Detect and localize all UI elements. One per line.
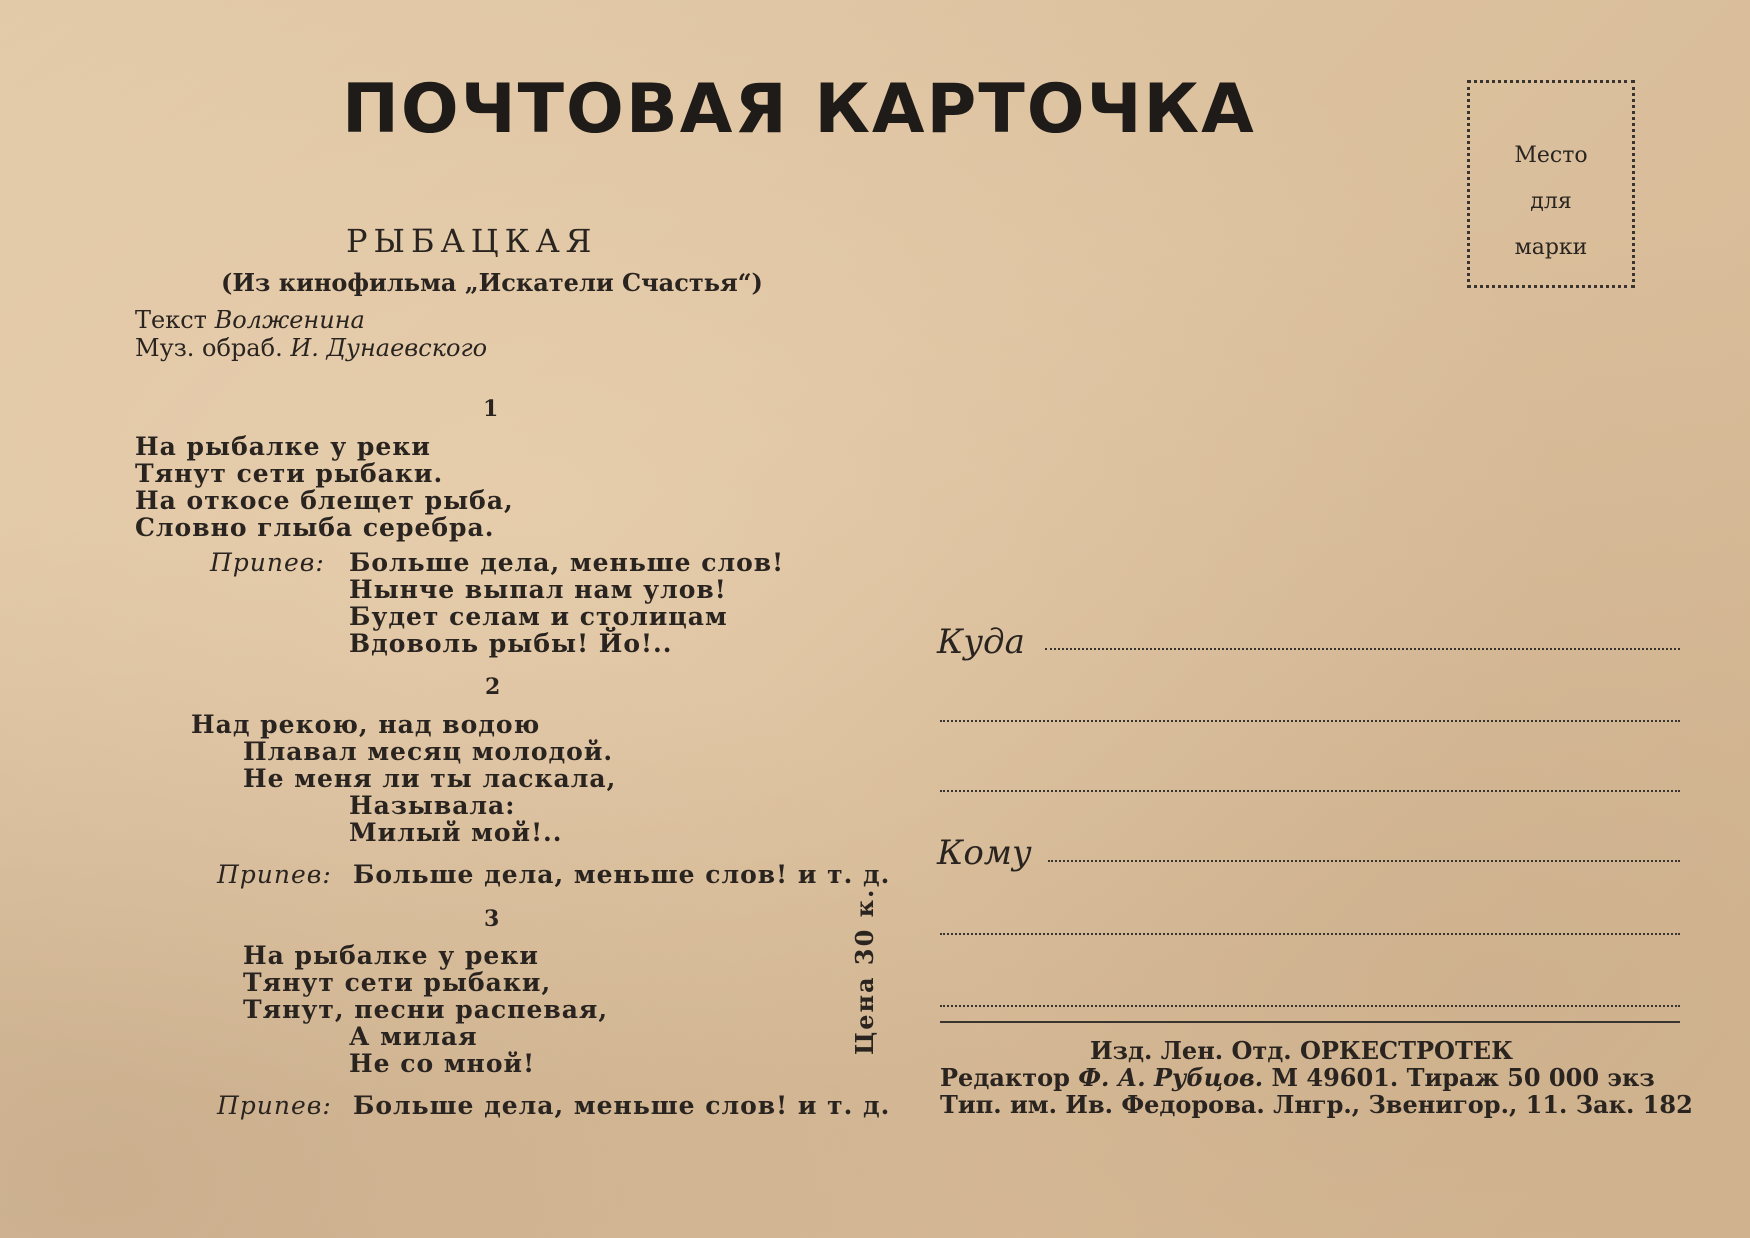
lyrics-label: Текст: [135, 306, 207, 334]
editor-name: Ф. А. Рубцов.: [1078, 1063, 1264, 1092]
song-subtitle: (Из кинофильма „Искатели Счастья“): [221, 268, 763, 297]
verse3-line: Тянут сети рыбаки,: [243, 968, 552, 997]
publisher-line-3: Тип. им. Ив. Федорова. Лнгр., Звенигор., 11. Зак. 182: [940, 1090, 1693, 1119]
verse2-line: Называла:: [349, 791, 516, 820]
music-credit: [135, 334, 487, 362]
verse2-line: Над рекою, над водою: [191, 710, 541, 739]
chorus-label: Припев:: [210, 548, 325, 577]
verse3-line: Тянут, песни распевая,: [243, 995, 609, 1024]
address-line-3[interactable]: [940, 790, 1680, 792]
verse-number-2: 2: [485, 674, 501, 700]
verse3-line: Не со мной!: [349, 1049, 536, 1078]
address-whom-label: Кому: [937, 833, 1032, 873]
verse2-line: Не меня ли ты ласкала,: [243, 764, 617, 793]
address-whom-line[interactable]: [1048, 860, 1680, 862]
address-line-6[interactable]: [940, 1005, 1680, 1007]
verse2-line: Плавал месяц молодой.: [243, 737, 614, 766]
address-where-line[interactable]: [1045, 648, 1680, 650]
publisher-line-1: Изд. Лен. Отд. ОРКЕСТРОТЕК: [1090, 1036, 1513, 1065]
lyrics-author: Волженина: [214, 306, 365, 334]
verse-number-3: 3: [484, 906, 500, 932]
price-label: Цена 30 к.: [850, 887, 879, 1055]
publisher-line-2: [940, 1063, 1655, 1092]
chorus-line: Будет селам и столицам: [349, 602, 728, 631]
editor-label: Редактор: [940, 1063, 1070, 1092]
chorus-line: Нынче выпал нам улов!: [349, 575, 727, 604]
verse3-line: На рыбалке у реки: [243, 941, 539, 970]
stamp-label-line1: Место: [1514, 143, 1588, 168]
music-label: Муз. обраб.: [135, 334, 283, 362]
verse2-line: Милый мой!..: [349, 818, 563, 847]
separator-rule: [940, 1021, 1680, 1023]
verse1-line: На откосе блещет рыба,: [135, 486, 514, 515]
lyrics-credit: [135, 306, 365, 334]
verse3-line: А милая: [349, 1022, 478, 1051]
chorus-line: Больше дела, меньше слов!: [349, 548, 785, 577]
verse1-line: На рыбалке у реки: [135, 432, 431, 461]
chorus-ref-text: Больше дела, меньше слов! и т. д.: [353, 1091, 891, 1120]
address-line-2[interactable]: [940, 720, 1680, 722]
verse-number-1: 1: [483, 396, 499, 422]
stamp-label-line2: для: [1530, 189, 1572, 214]
verse1-line: Тянут сети рыбаки.: [135, 459, 444, 488]
chorus-ref-text: Больше дела, меньше слов! и т. д.: [353, 860, 891, 889]
chorus-ref-label: Припев:: [217, 860, 332, 889]
verse1-line: Словно глыба серебра.: [135, 513, 495, 542]
chorus-ref-label: Припев:: [217, 1091, 332, 1120]
address-line-5[interactable]: [940, 933, 1680, 935]
chorus-line: Вдоволь рыбы! Йо!..: [349, 629, 673, 658]
music-author: И. Дунаевского: [290, 334, 488, 362]
postcard-title: ПОЧТОВАЯ КАРТОЧКА: [342, 70, 1256, 149]
stamp-label-line3: марки: [1514, 235, 1588, 260]
song-title: РЫБАЦКАЯ: [346, 222, 598, 260]
stamp-box: [1467, 80, 1635, 288]
print-run: М 49601. Тираж 50 000 экз: [1271, 1063, 1655, 1092]
address-where-label: Куда: [937, 622, 1025, 662]
